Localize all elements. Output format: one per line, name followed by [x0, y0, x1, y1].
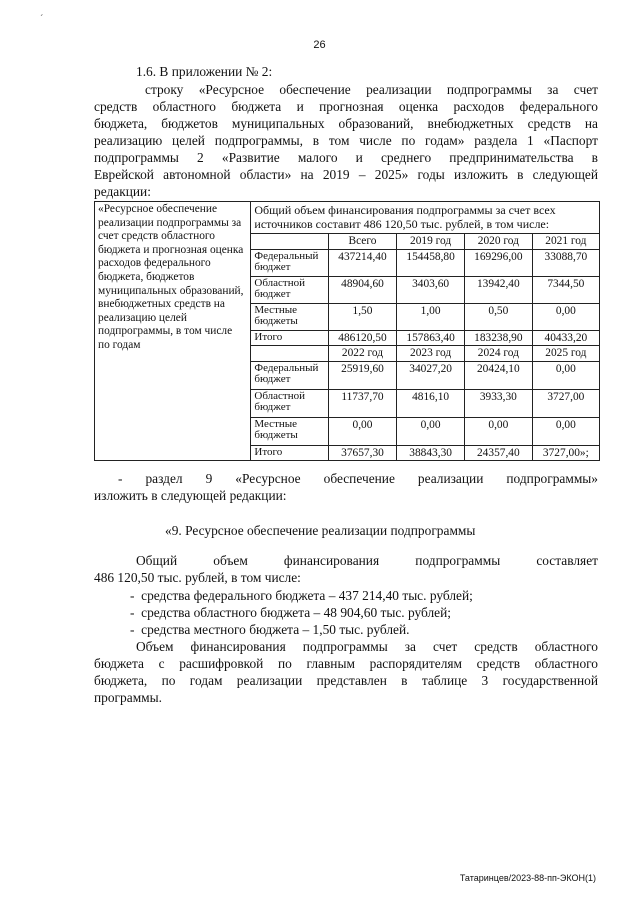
left-desc-line: бюджета и прогнозная оценка [98, 243, 244, 256]
header-cell: 2020 год [464, 234, 532, 250]
header-cell: 2022 год [328, 346, 397, 362]
section9-intro-line: изложить в следующей редакции: [94, 488, 287, 503]
value-cell: 154458,80 [397, 249, 465, 276]
header-empty [251, 234, 328, 250]
value-cell: 1,50 [328, 303, 397, 330]
left-desc-line: реализации подпрограммы за [98, 216, 242, 229]
value-cell: 3403,60 [397, 276, 465, 303]
value-cell: 486120,50 [328, 330, 397, 346]
left-desc-line: счет средств областного [98, 230, 216, 243]
value-cell: 40433,20 [532, 330, 599, 346]
value-cell: 34027,20 [397, 361, 465, 389]
row-label: Местные бюджеты [251, 303, 328, 330]
final-line: Объем финансирования подпрограммы за счет средств областного [136, 639, 598, 654]
value-cell: 33088,70 [532, 249, 599, 276]
value-cell: 3727,00»; [532, 445, 599, 461]
left-desc-line: внебюджетных средств на [98, 298, 225, 311]
header-cell: 2021 год [532, 234, 599, 250]
value-cell: 437214,40 [328, 249, 397, 276]
value-cell: 20424,10 [464, 361, 532, 389]
row-label: Областной бюджет [251, 276, 328, 303]
intro-line: средств областного бюджета и прогнозная оценка расходов федерального [94, 99, 598, 114]
intro-line: бюджета, бюджетов муниципальных образований, внебюджетных средств на [94, 116, 598, 131]
value-cell: 7344,50 [532, 276, 599, 303]
header-empty [251, 346, 328, 362]
bullet-text: средства местного бюджета – 1,50 тыс. рублей. [141, 622, 410, 637]
row-label: Областной бюджет [251, 389, 328, 417]
header-cell: 2019 год [397, 234, 465, 250]
value-cell: 4816,10 [397, 389, 465, 417]
corner-mark: ´ [40, 14, 44, 25]
value-cell: 0,00 [397, 417, 465, 445]
left-desc-line: расходов федерального [98, 257, 211, 270]
value-cell: 11737,70 [328, 389, 397, 417]
value-cell: 37657,30 [328, 445, 397, 461]
budget-table [94, 201, 600, 461]
intro-line: Еврейской автономной области» на 2019 – 2025» годы изложить в следующей [94, 167, 598, 182]
section9-intro-line: - раздел 9 «Ресурсное обеспечение реализации подпрограммы» [118, 471, 598, 486]
final-line: бюджета с расшифровкой по главным распорядителям средств областного [94, 656, 598, 671]
row-label: Итого [251, 330, 328, 346]
value-cell: 24357,40 [464, 445, 532, 461]
bullet-text: средства федерального бюджета – 437 214,40 тыс. рублей; [141, 588, 473, 603]
bullet-item: - средства областного бюджета – 48 904,60 тыс. рублей; [130, 605, 452, 620]
row-label: Федеральный бюджет [251, 361, 328, 389]
left-desc-line: муниципальных образований, [98, 284, 244, 297]
value-cell: 48904,60 [328, 276, 397, 303]
value-cell: 0,00 [328, 417, 397, 445]
intro-line: подпрограммы 2 «Развитие малого и среднего предпринимательства в [94, 150, 598, 165]
value-cell: 25919,60 [328, 361, 397, 389]
header-cell: 2025 год [532, 346, 599, 362]
table-title-line: источников составит 486 120,50 тыс. рублей, в том числе: [254, 217, 550, 231]
bullet-text: средства областного бюджета – 48 904,60 тыс. рублей; [141, 605, 452, 620]
left-desc-line: подпрограммы, в том числе [98, 325, 233, 338]
total-line: Общий объем финансирования подпрограммы составляет [136, 553, 598, 568]
value-cell: 0,00 [532, 361, 599, 389]
total-line: 486 120,50 тыс. рублей, в том числе: [94, 570, 301, 585]
table-left-description [95, 202, 251, 461]
left-desc-line: по годам [98, 338, 141, 351]
value-cell: 38843,30 [397, 445, 465, 461]
left-desc-line: реализацию целей [98, 311, 187, 324]
value-cell: 183238,90 [464, 330, 532, 346]
value-cell: 3933,30 [464, 389, 532, 417]
intro-line: реализацию целей подпрограммы, в том числе по годам» раздела 1 «Паспорт [94, 133, 598, 148]
row-label: Итого [251, 445, 328, 461]
row-label: Федеральный бюджет [251, 249, 328, 276]
footer-note: Татаринцев/2023-88-пп-ЭКОН(1) [459, 873, 596, 883]
bullet-item: - средства местного бюджета – 1,50 тыс. рублей. [130, 622, 410, 637]
header-cell: 2023 год [397, 346, 465, 362]
value-cell: 3727,00 [532, 389, 599, 417]
value-cell: 169296,00 [464, 249, 532, 276]
value-cell: 13942,40 [464, 276, 532, 303]
left-desc-line: бюджета, бюджетов [98, 270, 195, 283]
intro-line: строку «Ресурсное обеспечение реализации подпрограммы за счет [145, 82, 598, 97]
value-cell: 1,00 [397, 303, 465, 330]
section9-heading: «9. Ресурсное обеспечение реализации подпрограммы [165, 523, 476, 538]
value-cell: 0,50 [464, 303, 532, 330]
intro-line: редакции: [94, 184, 151, 199]
bullet-item: - средства федерального бюджета – 437 214,40 тыс. рублей; [130, 588, 473, 603]
page-number: 26 [313, 39, 326, 51]
section-heading: 1.6. В приложении № 2: [136, 64, 273, 79]
header-cell: 2024 год [464, 346, 532, 362]
final-line: бюджета, по годам реализации представлен в таблице 3 государственной [94, 673, 598, 688]
final-line: программы. [94, 690, 162, 705]
left-desc-line: «Ресурсное обеспечение [98, 203, 218, 215]
value-cell: 157863,40 [397, 330, 465, 346]
value-cell: 0,00 [532, 303, 599, 330]
row-label: Местные бюджеты [251, 417, 328, 445]
value-cell: 0,00 [532, 417, 599, 445]
value-cell: 0,00 [464, 417, 532, 445]
table-title-line: Общий объем финансирования подпрограммы за счет всех [254, 203, 556, 217]
table-title [251, 202, 600, 234]
header-cell: Всего [328, 234, 397, 250]
